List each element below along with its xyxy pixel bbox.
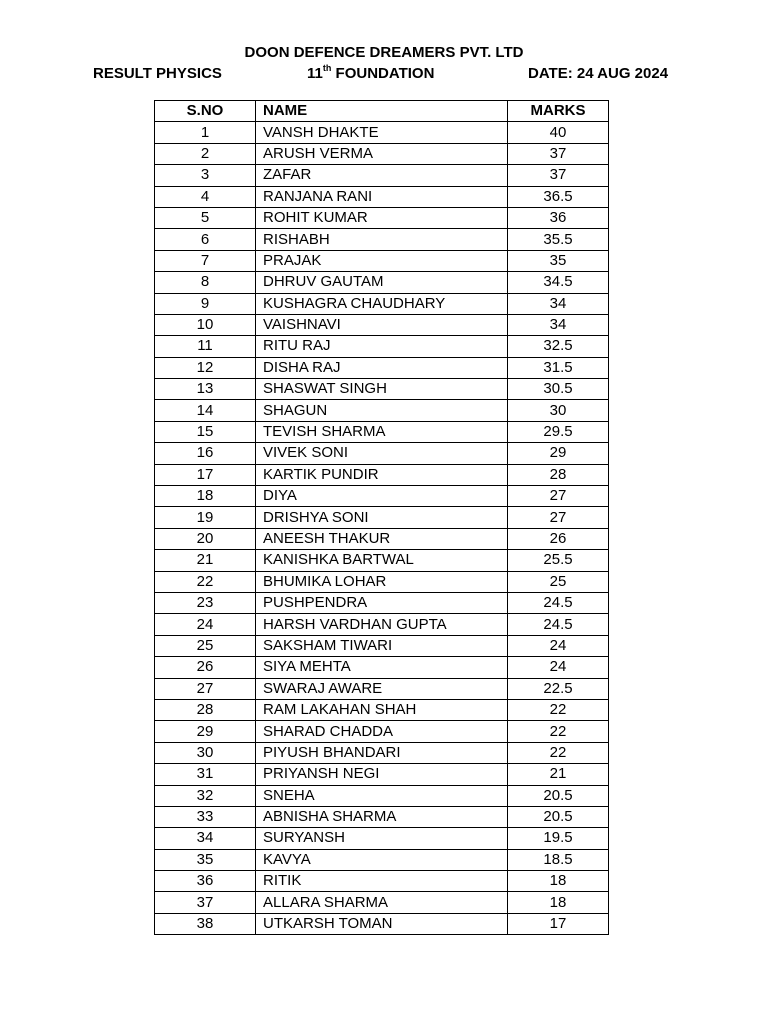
cell-name: DHRUV GAUTAM: [256, 272, 508, 293]
cell-name: KUSHAGRA CHAUDHARY: [256, 293, 508, 314]
cell-sno: 33: [155, 806, 256, 827]
course-ordinal: th: [322, 63, 332, 73]
cell-marks: 24.5: [508, 614, 609, 635]
subheader: [0, 65, 768, 85]
cell-sno: 26: [155, 657, 256, 678]
cell-marks: 19.5: [508, 828, 609, 849]
cell-name: SHARAD CHADDA: [256, 721, 508, 742]
table-row: [155, 507, 609, 528]
course-label: [307, 65, 434, 83]
cell-name: KANISHKA BARTWAL: [256, 550, 508, 571]
cell-name: SHAGUN: [256, 400, 508, 421]
cell-marks: 22: [508, 742, 609, 763]
table-row: [155, 828, 609, 849]
cell-marks: 30: [508, 400, 609, 421]
cell-marks: 35.5: [508, 229, 609, 250]
table-row: [155, 186, 609, 207]
table-row: [155, 272, 609, 293]
cell-sno: 8: [155, 272, 256, 293]
table-row: [155, 657, 609, 678]
cell-sno: 7: [155, 250, 256, 271]
cell-sno: 38: [155, 913, 256, 934]
cell-marks: 34: [508, 314, 609, 335]
date-label: DATE: 24 AUG 2024: [528, 65, 669, 82]
course-name: FOUNDATION: [331, 65, 435, 82]
company-name: DOON DEFENCE DREAMERS PVT. LTD: [244, 44, 524, 61]
table-row: [155, 314, 609, 335]
cell-name: PRIYANSH NEGI: [256, 764, 508, 785]
cell-marks: 34.5: [508, 272, 609, 293]
cell-sno: 9: [155, 293, 256, 314]
cell-sno: 37: [155, 892, 256, 913]
cell-marks: 32.5: [508, 336, 609, 357]
table-row: [155, 614, 609, 635]
cell-name: VAISHNAVI: [256, 314, 508, 335]
cell-name: ALLARA SHARMA: [256, 892, 508, 913]
cell-name: DIYA: [256, 486, 508, 507]
cell-marks: 25.5: [508, 550, 609, 571]
cell-name: SURYANSH: [256, 828, 508, 849]
table-row: [155, 721, 609, 742]
cell-marks: 25: [508, 571, 609, 592]
cell-marks: 21: [508, 764, 609, 785]
table-row: [155, 421, 609, 442]
table-row: [155, 892, 609, 913]
cell-name: RISHABH: [256, 229, 508, 250]
course-number: 11: [307, 65, 323, 82]
cell-name: VIVEK SONI: [256, 443, 508, 464]
cell-name: TEVISH SHARMA: [256, 421, 508, 442]
cell-sno: 32: [155, 785, 256, 806]
cell-marks: 34: [508, 293, 609, 314]
cell-marks: 22: [508, 721, 609, 742]
table-row: [155, 486, 609, 507]
cell-marks: 30.5: [508, 379, 609, 400]
cell-sno: 17: [155, 464, 256, 485]
table-row: [155, 849, 609, 870]
cell-sno: 22: [155, 571, 256, 592]
cell-name: KARTIK PUNDIR: [256, 464, 508, 485]
cell-sno: 3: [155, 165, 256, 186]
cell-marks: 37: [508, 143, 609, 164]
cell-sno: 23: [155, 592, 256, 613]
table-row: [155, 165, 609, 186]
cell-sno: 35: [155, 849, 256, 870]
cell-marks: 27: [508, 507, 609, 528]
table-row: [155, 785, 609, 806]
cell-name: RANJANA RANI: [256, 186, 508, 207]
cell-name: SAKSHAM TIWARI: [256, 635, 508, 656]
cell-sno: 25: [155, 635, 256, 656]
cell-name: HARSH VARDHAN GUPTA: [256, 614, 508, 635]
cell-name: RAM LAKAHAN SHAH: [256, 699, 508, 720]
table-row: [155, 400, 609, 421]
cell-marks: 24.5: [508, 592, 609, 613]
cell-name: ABNISHA SHARMA: [256, 806, 508, 827]
subject-label: RESULT PHYSICS: [93, 65, 222, 82]
cell-sno: 1: [155, 122, 256, 143]
cell-name: DISHA RAJ: [256, 357, 508, 378]
cell-sno: 10: [155, 314, 256, 335]
cell-name: ANEESH THAKUR: [256, 528, 508, 549]
cell-name: BHUMIKA LOHAR: [256, 571, 508, 592]
cell-marks: 27: [508, 486, 609, 507]
cell-name: UTKARSH TOMAN: [256, 913, 508, 934]
cell-name: SWARAJ AWARE: [256, 678, 508, 699]
cell-name: SIYA MEHTA: [256, 657, 508, 678]
table-row: [155, 806, 609, 827]
cell-sno: 14: [155, 400, 256, 421]
cell-sno: 29: [155, 721, 256, 742]
cell-sno: 5: [155, 207, 256, 228]
cell-marks: 22: [508, 699, 609, 720]
cell-name: ROHIT KUMAR: [256, 207, 508, 228]
cell-marks: 20.5: [508, 806, 609, 827]
cell-sno: 34: [155, 828, 256, 849]
cell-marks: 22.5: [508, 678, 609, 699]
cell-sno: 15: [155, 421, 256, 442]
header-row: [155, 101, 609, 122]
table-row: [155, 764, 609, 785]
cell-sno: 2: [155, 143, 256, 164]
cell-sno: 11: [155, 336, 256, 357]
cell-name: ZAFAR: [256, 165, 508, 186]
cell-name: SHASWAT SINGH: [256, 379, 508, 400]
table-row: [155, 293, 609, 314]
table-row: [155, 357, 609, 378]
column-header-name: NAME: [256, 101, 508, 122]
cell-name: KAVYA: [256, 849, 508, 870]
cell-marks: 26: [508, 528, 609, 549]
table-row: [155, 443, 609, 464]
cell-marks: 37: [508, 165, 609, 186]
cell-name: PRAJAK: [256, 250, 508, 271]
cell-sno: 24: [155, 614, 256, 635]
cell-marks: 31.5: [508, 357, 609, 378]
cell-marks: 24: [508, 657, 609, 678]
cell-name: SNEHA: [256, 785, 508, 806]
cell-name: VANSH DHAKTE: [256, 122, 508, 143]
cell-sno: 16: [155, 443, 256, 464]
cell-sno: 12: [155, 357, 256, 378]
cell-name: PUSHPENDRA: [256, 592, 508, 613]
results-table: [154, 100, 609, 935]
cell-marks: 18: [508, 871, 609, 892]
cell-sno: 27: [155, 678, 256, 699]
cell-marks: 36.5: [508, 186, 609, 207]
table-row: [155, 699, 609, 720]
cell-sno: 20: [155, 528, 256, 549]
cell-name: RITU RAJ: [256, 336, 508, 357]
cell-marks: 20.5: [508, 785, 609, 806]
cell-sno: 6: [155, 229, 256, 250]
table-row: [155, 871, 609, 892]
column-header-marks: MARKS: [508, 101, 609, 122]
table-row: [155, 550, 609, 571]
cell-name: ARUSH VERMA: [256, 143, 508, 164]
cell-name: RITIK: [256, 871, 508, 892]
table-row: [155, 528, 609, 549]
table-row: [155, 336, 609, 357]
cell-name: DRISHYA SONI: [256, 507, 508, 528]
cell-name: PIYUSH BHANDARI: [256, 742, 508, 763]
table-row: [155, 913, 609, 934]
cell-sno: 30: [155, 742, 256, 763]
cell-marks: 17: [508, 913, 609, 934]
cell-sno: 36: [155, 871, 256, 892]
column-header-sno: S.NO: [155, 101, 256, 122]
cell-marks: 36: [508, 207, 609, 228]
table-row: [155, 742, 609, 763]
table-row: [155, 143, 609, 164]
table-row: [155, 592, 609, 613]
table-row: [155, 464, 609, 485]
cell-sno: 13: [155, 379, 256, 400]
table-row: [155, 635, 609, 656]
table-row: [155, 229, 609, 250]
cell-sno: 4: [155, 186, 256, 207]
cell-sno: 28: [155, 699, 256, 720]
results-body: [155, 122, 609, 935]
table-row: [155, 571, 609, 592]
cell-marks: 18.5: [508, 849, 609, 870]
cell-sno: 31: [155, 764, 256, 785]
cell-marks: 29: [508, 443, 609, 464]
cell-marks: 28: [508, 464, 609, 485]
cell-sno: 19: [155, 507, 256, 528]
cell-marks: 40: [508, 122, 609, 143]
cell-sno: 18: [155, 486, 256, 507]
cell-marks: 24: [508, 635, 609, 656]
table-row: [155, 122, 609, 143]
table-row: [155, 207, 609, 228]
cell-marks: 18: [508, 892, 609, 913]
table-row: [155, 678, 609, 699]
table-row: [155, 379, 609, 400]
table-row: [155, 250, 609, 271]
cell-marks: 29.5: [508, 421, 609, 442]
cell-sno: 21: [155, 550, 256, 571]
cell-marks: 35: [508, 250, 609, 271]
